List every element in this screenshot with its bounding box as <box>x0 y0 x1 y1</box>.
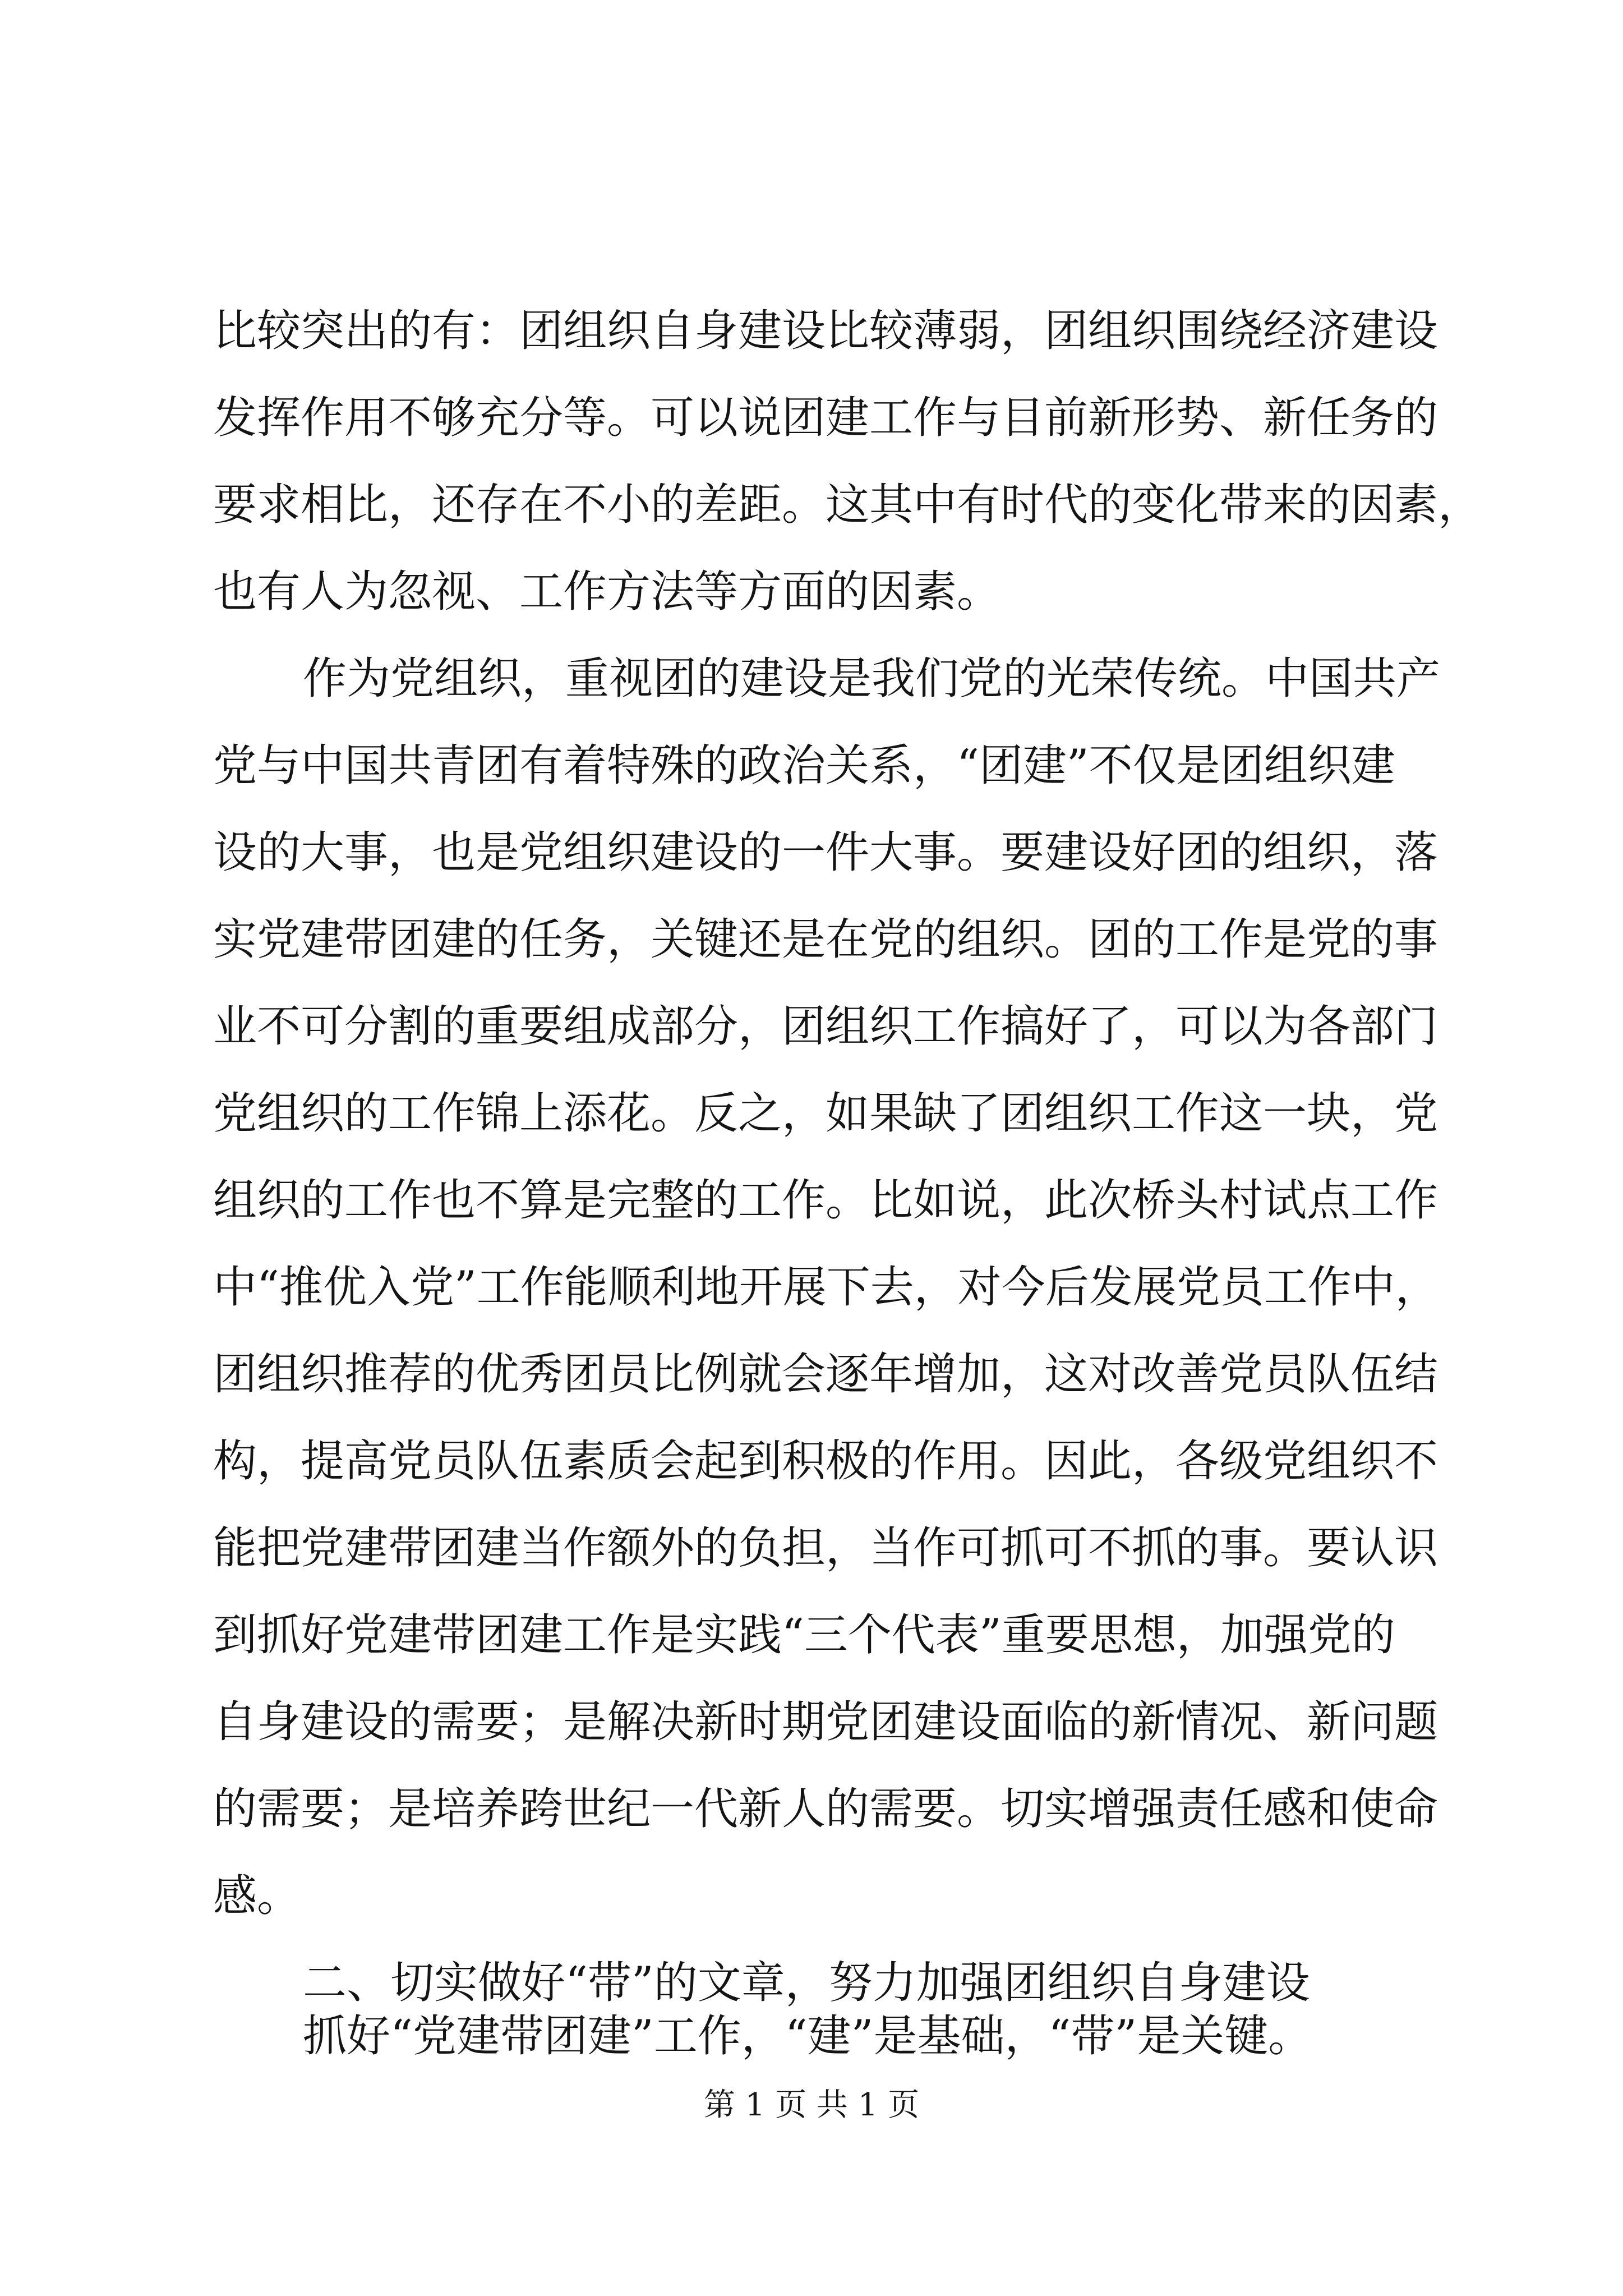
text-line-1: 比较突出的有：团组织自身建设比较薄弱，团组织围绕经济建设 <box>213 306 1438 356</box>
text-line-2: 发挥作用不够充分等。可以说团建工作与目前新形势、新任务的 <box>213 393 1438 443</box>
text-line-9: 业不可分割的重要组成部分，团组织工作搞好了，可以为各部门 <box>213 1001 1438 1052</box>
text-line-18: 的需要；是培养跨世纪一代新人的需要。切实增强责任感和使命 <box>213 1784 1438 1834</box>
text-line-8: 实党建带团建的任务，关键还是在党的组织。团的工作是党的事 <box>213 914 1438 965</box>
text-line-6: 党与中国共青团有着特殊的政治关系，“团建”不仅是团组织建 <box>213 740 1395 791</box>
text-line-10: 党组织的工作锦上添花。反之，如果缺了团组织工作这一块，党 <box>213 1088 1438 1139</box>
text-line-14: 构，提高党员队伍素质会起到积极的作用。因此，各级党组织不 <box>213 1436 1438 1487</box>
text-line-11: 组织的工作也不算是完整的工作。比如说，此次桥头村试点工作 <box>213 1175 1438 1226</box>
text-line-16: 到抓好党建带团建工作是实践“三个代表”重要思想，加强党的 <box>213 1610 1395 1660</box>
paragraph-start-line-21: 抓好“党建带团建”工作，“建”是基础，“带”是关键。 <box>303 2011 1312 2062</box>
text-line-15: 能把党建带团建当作额外的负担，当作可抓可不抓的事。要认识 <box>213 1523 1438 1573</box>
text-line-4: 也有人为忽视、工作方法等方面的因素。 <box>213 567 1001 617</box>
text-line-17: 自身建设的需要；是解决新时期党团建设面临的新情况、新问题 <box>213 1697 1438 1747</box>
paragraph-start-line-5: 作为党组织，重视团的建设是我们党的光荣传统。中国共产 <box>303 654 1441 704</box>
text-line-3: 要求相比，还存在不小的差距。这其中有时代的变化带来的因素， <box>213 480 1482 530</box>
page-footer: 第 1 页 共 1 页 <box>703 2087 920 2123</box>
text-line-13: 团组织推荐的优秀团员比例就会逐年增加，这对改善党员队伍结 <box>213 1349 1438 1400</box>
text-line-7: 设的大事，也是党组织建设的一件大事。要建设好团的组织，落 <box>213 827 1438 878</box>
text-line-12: 中“推优入党”工作能顺利地开展下去，对今后发展党员工作中， <box>213 1262 1439 1313</box>
text-line-19: 感。 <box>213 1871 301 1921</box>
section-heading: 二、切实做好“带”的文章，努力加强团组织自身建设 <box>303 1958 1310 2008</box>
